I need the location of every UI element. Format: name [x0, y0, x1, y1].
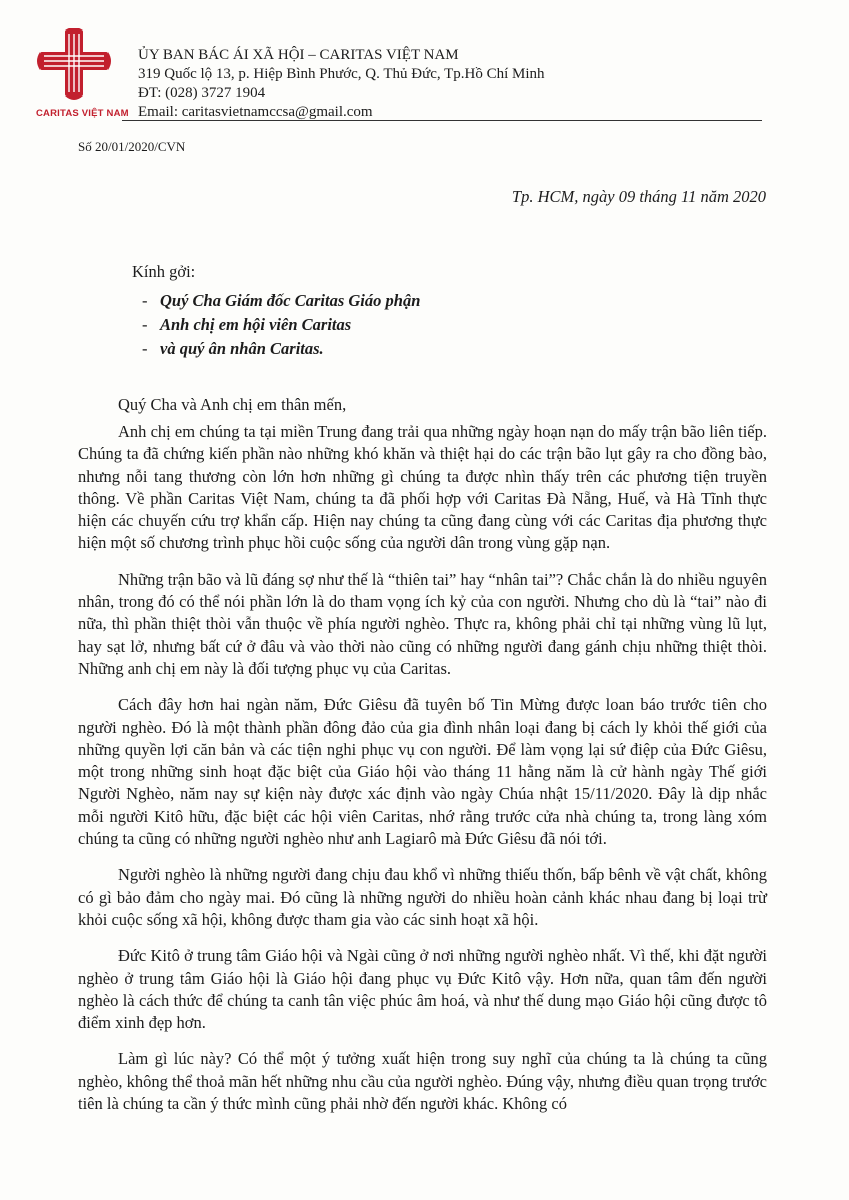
- greeting: Kính gởi:: [132, 262, 196, 281]
- recipient-list: [142, 289, 420, 361]
- recipient-item: - và quý ân nhân Caritas.: [142, 339, 324, 358]
- letter-body: [78, 421, 767, 1129]
- org-name: ỦY BAN BÁC ÁI XÃ HỘI – CARITAS VIỆT NAM: [138, 47, 459, 63]
- document-number: Số 20/01/2020/CVN: [78, 139, 186, 154]
- letterhead: [138, 46, 545, 122]
- salutation: Quý Cha và Anh chị em thân mến,: [118, 395, 347, 414]
- recipient-item: - Anh chị em hội viên Caritas: [142, 315, 352, 334]
- org-phone: ĐT: (028) 3727 1904: [138, 85, 266, 101]
- logo-caption: CARITAS VIỆT NAM: [36, 108, 129, 119]
- recipient-item: - Quý Cha Giám đốc Caritas Giáo phận: [142, 291, 421, 310]
- body-paragraph: Người nghèo là những người đang chịu đau khổ vì những thiếu thốn, bấp bênh về vật chất, không có gì bảo đảm cho ngày mai. Đó cũng là những người do nhiều hoàn cảnh khác nhau đang bị loại trừ khỏi cuộc sống xã hội, không được tham gia vào các sinh hoạt xã hội.: [78, 865, 767, 929]
- org-email: Email: caritasvietnamccsa@gmail.com: [138, 104, 373, 120]
- body-paragraph: Những trận bão và lũ đáng sợ như thế là “thiên tai” hay “nhân tai”? Chắc chắn là do nhiều nguyên nhân, trong đó có thể nói phần lớn là do tham vọng ích kỷ của con người. Nhưng cho dù là “tai” nào đi nữa, thì phần thiệt thòi vẫn thuộc về phía người nghèo. Thực ra, không phải chỉ tại những vùng lũ lụt, hay sạt lở, nhưng bất cứ ở đâu và vào thời nào cũng có những người đang gánh chịu những thiệt thòi. Những anh chị em này là đối tượng phục vụ của Caritas.: [78, 569, 767, 678]
- caritas-logo: [36, 28, 129, 124]
- org-address: 319 Quốc lộ 13, p. Hiệp Bình Phước, Q. Thủ Đức, Tp.Hồ Chí Minh: [138, 66, 545, 82]
- caritas-cross-icon: [36, 28, 112, 108]
- body-paragraph: Anh chị em chúng ta tại miền Trung đang trải qua những ngày hoạn nạn do mấy trận bão liên tiếp. Chúng ta đã chứng kiến phần nào những khó khăn và thiệt hại do các trận bão lụt gây ra cho đồng bào, nhưng nỗi tang thương còn lớn hơn những gì chúng ta được nhìn thấy trên các phương tiện truyền thông. Về phần Caritas Việt Nam, chúng ta đã phối hợp với Caritas Đà Nẵng, Huế, và Hà Tĩnh thực hiện các chuyến cứu trợ khẩn cấp. Hiện nay chúng ta cũng đang cùng với các Caritas địa phương thực hiện một số chương trình phục hồi cuộc sống của người dân trong vùng gặp nạn.: [78, 422, 767, 553]
- date-line: Tp. HCM, ngày 09 tháng 11 năm 2020: [511, 187, 766, 206]
- body-paragraph: Cách đây hơn hai ngàn năm, Đức Giêsu đã tuyên bố Tin Mừng được loan báo trước tiên cho người nghèo. Đó là một thành phần đông đảo của gia đình nhân loại đang bị cách ly khỏi thế giới của những quyền lợi căn bản và các tiện nghi phục vụ con người. Để làm vọng lại sứ điệp của Đức Giêsu, một trong những sinh hoạt đặc biệt của Giáo hội vào tháng 11 hằng năm là cử hành ngày Thế giới Người Nghèo, năm nay sự kiện này được xác định vào ngày Chúa nhật 15/11/2020. Đây là dịp nhắc mỗi người Kitô hữu, đặc biệt các hội viên Caritas, nhớ rằng trước cửa nhà chúng ta, trong làng xóm chúng ta cũng có những người nghèo như anh Lagiarô mà Đức Giêsu đã nói tới.: [78, 695, 767, 849]
- body-paragraph: Đức Kitô ở trung tâm Giáo hội và Ngài cũng ở nơi những người nghèo nhất. Vì thế, khi đặt người nghèo ở trung tâm Giáo hội là Giáo hội đang phục vụ Đức Kitô vậy. Hơn nữa, quan tâm đến người nghèo là cách thức để chúng ta canh tân việc phúc âm hoá, và như thế dung mạo Giáo hội cũng được tô điểm xinh đẹp hơn.: [78, 946, 767, 1033]
- header-divider: [122, 120, 762, 121]
- body-paragraph: Làm gì lúc này? Có thể một ý tưởng xuất hiện trong suy nghĩ của chúng ta là chúng ta cũng nghèo, không thể thoả mãn hết những nhu cầu của người nghèo. Đúng vậy, nhưng điều quan trọng trước tiên là chúng ta cần ý thức mình cũng phải nhờ đến người khác. Không có: [78, 1049, 767, 1114]
